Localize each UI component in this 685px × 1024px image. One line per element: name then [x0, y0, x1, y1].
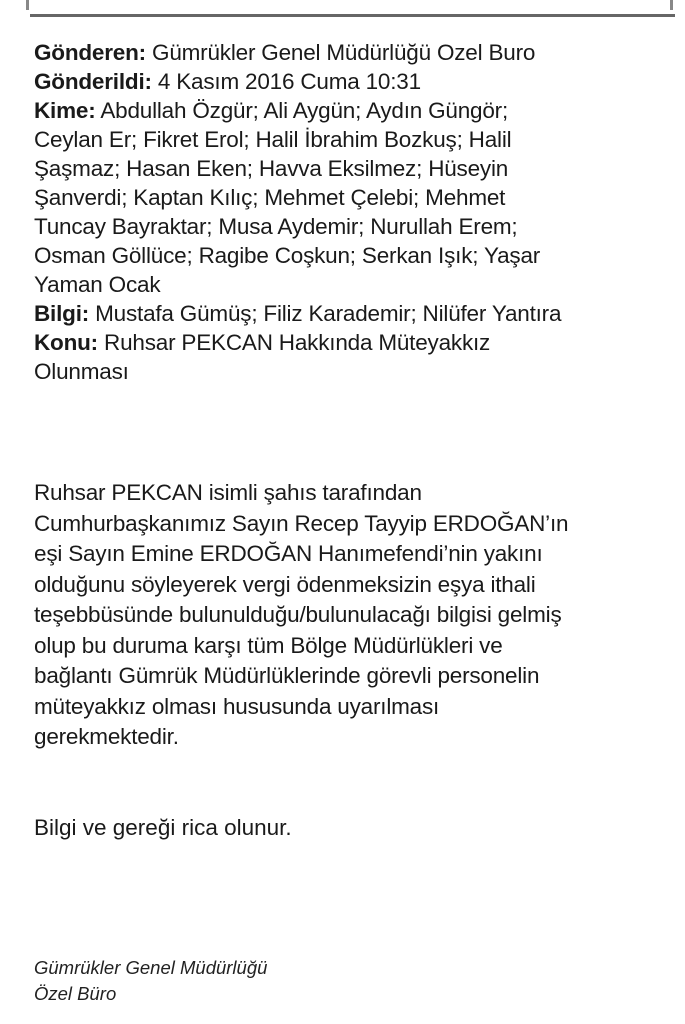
sent-label: Gönderildi: — [34, 69, 152, 94]
to-field — [34, 96, 664, 299]
to-line: Osman Göllüce; Ragibe Coşkun; Serkan Işık; Yaşar — [34, 243, 541, 268]
body-line: teşebbüsünde bulunulduğu/bulunulacağı bilgisi gelmiş — [34, 602, 562, 627]
body-line: Ruhsar PEKCAN isimli şahıs tarafından — [34, 480, 422, 505]
to-line: Ceylan Er; Fikret Erol; Halil İbrahim Bozkuş; Halil — [34, 127, 512, 152]
subject-label: Konu: — [34, 330, 98, 355]
body-line: gerekmektedir. — [34, 724, 179, 749]
signature-unit: Özel Büro — [34, 983, 117, 1004]
body-line: Cumhurbaşkanımız Sayın Recep Tayyip ERDOĞAN’ın — [34, 510, 569, 536]
closing-sentence: Bilgi ve gereği rica olunur. — [34, 815, 292, 840]
body-line: müteyakkız olması hususunda uyarılması — [34, 693, 440, 719]
body-line: bağlantı Gümrük Müdürlüklerinde görevli personelin — [34, 663, 540, 688]
body-line: olup bu duruma karşı tüm Bölge Müdürlükleri ve — [34, 632, 503, 658]
top-divider — [30, 14, 675, 17]
sent-value: 4 Kasım 2016 Cuma 10:31 — [157, 69, 421, 94]
to-label: Kime: — [34, 98, 96, 123]
to-line: Yaman Ocak — [34, 272, 161, 297]
from-value: Gümrükler Genel Müdürlüğü Ozel Buro — [152, 40, 536, 65]
from-field — [34, 38, 664, 67]
sent-field — [34, 67, 664, 96]
to-line: Abdullah Özgür; Ali Aygün; Aydın Güngör; — [100, 98, 509, 123]
from-label: Gönderen: — [34, 40, 146, 65]
subject-line: Ruhsar PEKCAN Hakkında Müteyakkız — [104, 330, 491, 355]
signature-org: Gümrükler Genel Müdürlüğü — [34, 957, 268, 978]
right-border-line — [670, 0, 673, 10]
to-line: Tuncay Bayraktar; Musa Aydemir; Nurullah Erem; — [34, 214, 518, 239]
cc-value: Mustafa Gümüş; Filiz Karademir; Nilüfer Yantıra — [95, 301, 562, 326]
to-line: Şanverdi; Kaptan Kılıç; Mehmet Çelebi; Mehmet — [34, 185, 506, 210]
cc-label: Bilgi: — [34, 301, 90, 326]
subject-field — [34, 328, 664, 386]
email-header — [34, 38, 664, 386]
message-body — [34, 478, 674, 753]
left-border-line — [26, 0, 29, 10]
to-line: Şaşmaz; Hasan Eken; Havva Eksilmez; Hüseyin — [34, 156, 509, 181]
cc-field — [34, 299, 664, 328]
body-line: olduğunu söyleyerek vergi ödenmeksizin eşya ithali — [34, 571, 536, 597]
signature-block — [34, 955, 267, 1007]
body-line: eşi Sayın Emine ERDOĞAN Hanımefendi’nin yakını — [34, 541, 543, 566]
subject-line: Olunması — [34, 359, 129, 384]
